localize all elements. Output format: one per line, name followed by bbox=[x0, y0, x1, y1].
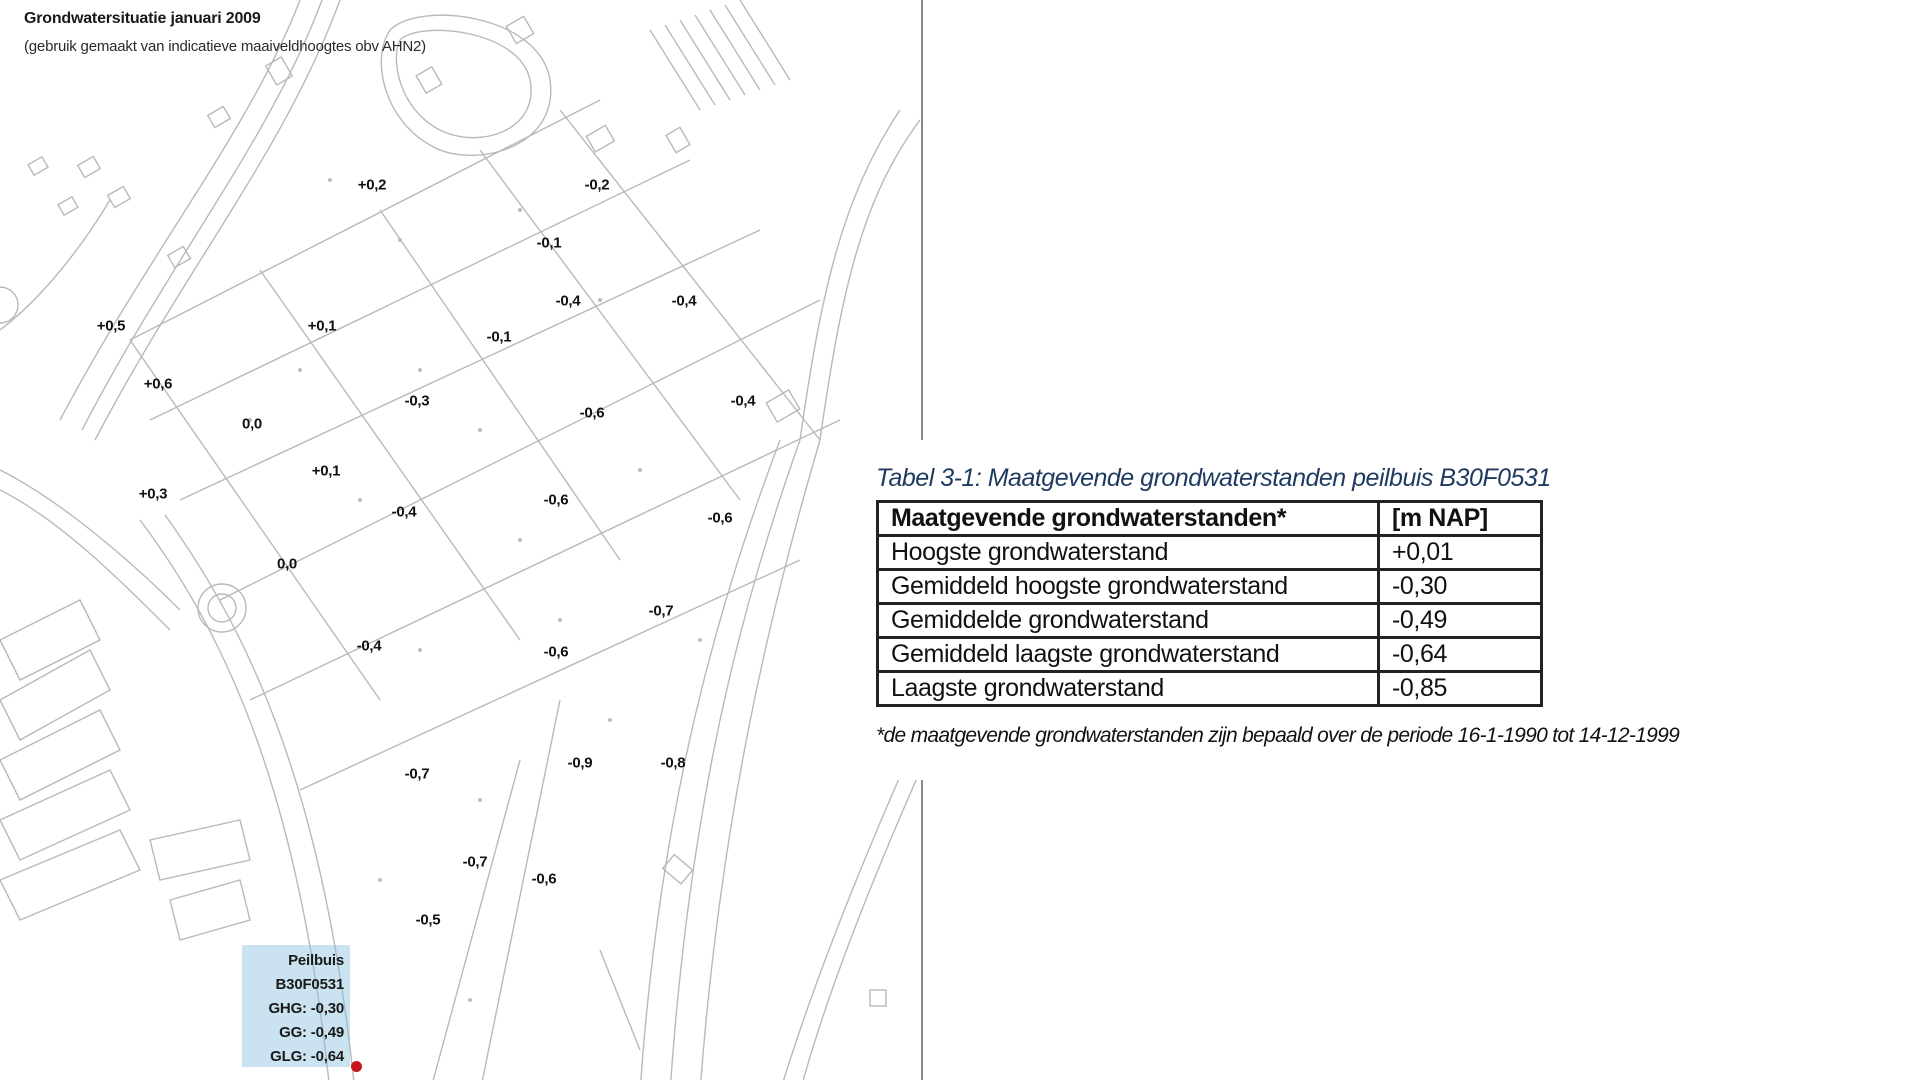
peilbuis-location-marker bbox=[351, 1061, 362, 1072]
table-footnote: *de maatgevende grondwaterstanden zijn bepaald over de periode 16-1-1990 tot 14-12-1999 bbox=[876, 724, 1680, 747]
gw-label: -0,7 bbox=[404, 765, 430, 783]
map-basemap bbox=[0, 0, 924, 1080]
gw-label: -0,3 bbox=[404, 392, 430, 410]
gw-label: 0,0 bbox=[277, 555, 297, 573]
gw-label: -0,8 bbox=[660, 754, 686, 772]
gw-label: -0,4 bbox=[730, 392, 756, 410]
gw-label: -0,6 bbox=[531, 870, 557, 888]
table-caption: Tabel 3-1: Maatgevende grondwaterstanden peilbuis B30F0531 bbox=[876, 464, 1551, 492]
table-cell: -0,64 bbox=[1379, 638, 1542, 672]
gw-label: -0,9 bbox=[567, 754, 593, 772]
gw-label: +0,6 bbox=[143, 375, 173, 393]
gw-label: -0,4 bbox=[555, 292, 581, 310]
peilbuis-id: B30F0531 bbox=[275, 976, 344, 993]
gw-label: 0,0 bbox=[242, 415, 262, 433]
gw-label: +0,3 bbox=[138, 485, 168, 503]
gw-label: -0,1 bbox=[486, 328, 512, 346]
peilbuis-gg: GG: -0,49 bbox=[279, 1024, 344, 1041]
gw-label: -0,1 bbox=[536, 234, 562, 252]
gw-label: -0,2 bbox=[584, 176, 610, 194]
gw-label: +0,2 bbox=[357, 176, 387, 194]
gw-label: -0,7 bbox=[648, 602, 674, 620]
table-header-cell: [m NAP] bbox=[1379, 502, 1542, 536]
peilbuis-title: Peilbuis bbox=[288, 952, 344, 969]
table-cell: Gemiddeld hoogste grondwaterstand bbox=[878, 570, 1379, 604]
table-header-cell: Maatgevende grondwaterstanden* bbox=[878, 502, 1379, 536]
gw-label: -0,4 bbox=[356, 637, 382, 655]
table-cell: -0,85 bbox=[1379, 672, 1542, 706]
map-subtitle: (gebruik gemaakt van indicatieve maaiveldhoogtes obv AHN2) bbox=[24, 38, 426, 55]
table-cell: Gemiddelde grondwaterstand bbox=[878, 604, 1379, 638]
table-row bbox=[878, 638, 1542, 672]
table-row bbox=[878, 570, 1542, 604]
table-header-row bbox=[878, 502, 1542, 536]
gw-label: -0,6 bbox=[707, 509, 733, 527]
table-cell: -0,30 bbox=[1379, 570, 1542, 604]
gw-label: +0,1 bbox=[307, 317, 337, 335]
gw-label: -0,5 bbox=[415, 911, 441, 929]
peilbuis-ghg: GHG: -0,30 bbox=[268, 1000, 344, 1017]
table-cell: +0,01 bbox=[1379, 536, 1542, 570]
groundwater-map bbox=[0, 0, 924, 1080]
peilbuis-info-box bbox=[242, 945, 350, 1067]
groundwater-table-section bbox=[832, 440, 1872, 780]
gw-label: -0,6 bbox=[579, 404, 605, 422]
table-cell: Gemiddeld laagste grondwaterstand bbox=[878, 638, 1379, 672]
gw-label: -0,6 bbox=[543, 491, 569, 509]
groundwater-table bbox=[876, 500, 1543, 707]
gw-label: +0,5 bbox=[96, 317, 126, 335]
table-cell: -0,49 bbox=[1379, 604, 1542, 638]
gw-label: -0,4 bbox=[671, 292, 697, 310]
gw-label: +0,1 bbox=[311, 462, 341, 480]
gw-label: -0,7 bbox=[462, 853, 488, 871]
gw-label: -0,6 bbox=[543, 643, 569, 661]
map-title: Grondwatersituatie januari 2009 bbox=[24, 10, 261, 27]
table-cell: Laagste grondwaterstand bbox=[878, 672, 1379, 706]
table-row bbox=[878, 672, 1542, 706]
peilbuis-glg: GLG: -0,64 bbox=[270, 1048, 344, 1065]
table-row bbox=[878, 536, 1542, 570]
table-cell: Hoogste grondwaterstand bbox=[878, 536, 1379, 570]
gw-label: -0,4 bbox=[391, 503, 417, 521]
table-row bbox=[878, 604, 1542, 638]
